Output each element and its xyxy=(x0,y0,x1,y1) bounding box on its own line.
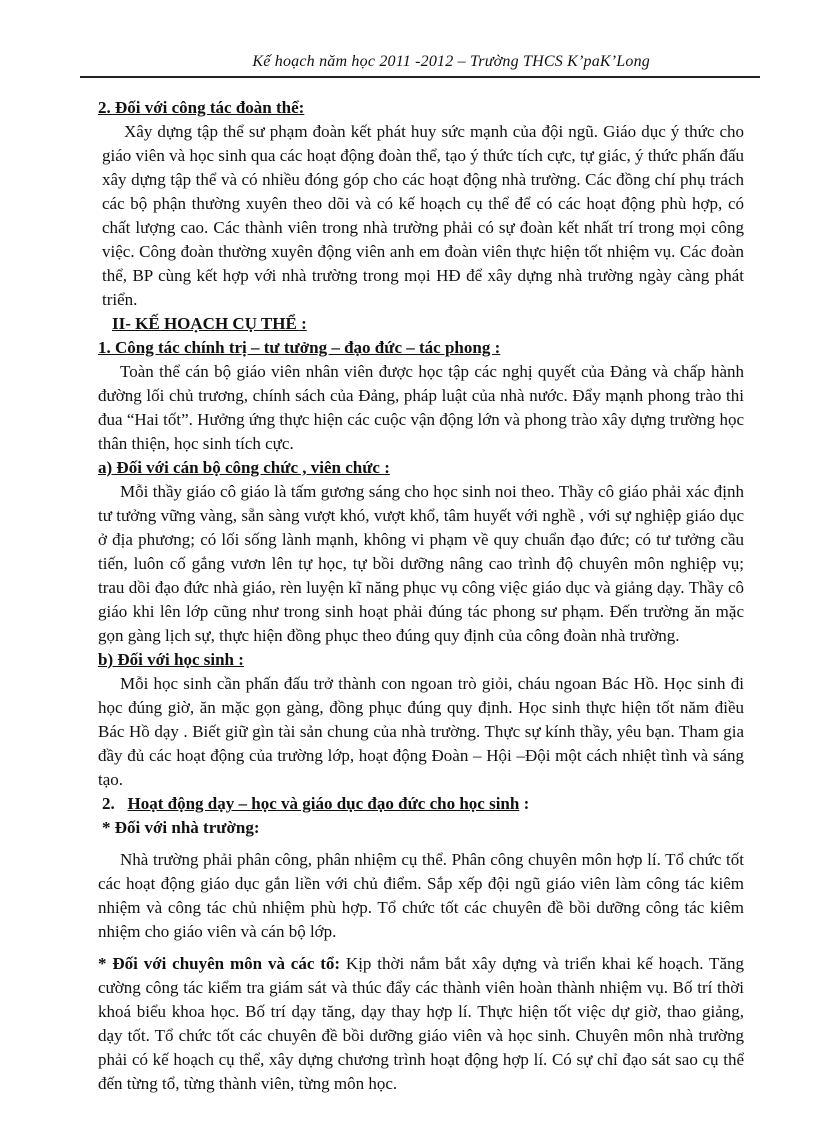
page-header: Kế hoạch năm học 2011 -2012 – Trường THCS K’paK’Long xyxy=(252,53,650,70)
paragraph-staff: Mỗi thầy giáo cô giáo là tấm gương sáng cho học sinh noi theo. Thầy cô giáo phải xác định tư tưởng vững vàng, sẵn sàng vượt khó, vượt khổ, tâm huyết với nghề , với sự nghiệp giáo dục ở địa phương; có lối sống lành mạnh, không vi phạm về quy chuẩn đạo đức; có tư tưởng cầu tiến, luôn cố gắng vươn lên tự học, tự bồi dưỡng nâng cao trình độ chuyên môn nghiệp vụ; trau dồi đạo đức nhà giáo, rèn luyện kĩ năng phục vụ công việc giáo dục và giảng dạy. Thầy cô giáo khi lên lớp cũng như trong sinh hoạt phải đúng tác phong sư phạm. Đến trường ăn mặc gọn gàng lịch sự, thực hiện đồng phục theo đúng quy định của công đoàn nhà trường. xyxy=(98,482,744,645)
subsection-heading-staff: a) Đối với cán bộ công chức , viên chức : xyxy=(98,458,390,477)
paragraph-students: Mỗi học sinh cần phấn đấu trở thành con ngoan trò giỏi, cháu ngoan Bác Hồ. Học sinh đi học đúng giờ, ăn mặc gọn gàng, đồng phục đúng quy định. Học sinh thực hiện tốt năm điều Bác Hồ dạy . Biết giữ gìn tài sản chung của nhà trường. Thực sự kính thầy, yêu bạn. Tham gia đầy đủ các hoạt động của trường lớp, hoạt động Đoàn – Hội –Đội một cách nhiệt tình và sáng tạo. xyxy=(98,674,744,789)
subsection-heading-school: * Đối với nhà trường: xyxy=(102,818,260,837)
page-content xyxy=(98,96,744,1096)
section-colon: : xyxy=(519,794,530,813)
paragraph-school: Nhà trường phải phân công, phân nhiệm cụ thể. Phân công chuyên môn hợp lí. Tổ chức tốt các hoạt động giáo dục gắn liền với chủ điểm. Sắp xếp đội ngũ giáo viên làm công tác kiêm nhiệm và công tác chủ nhiệm phù hợp. Tổ chức tốt các chuyên đề bồi dưỡng công tác kiêm nhiệm cho giáo viên và cán bộ lớp. xyxy=(98,850,744,941)
header-divider xyxy=(80,76,760,78)
part-heading-detailed-plan: II- KẾ HOẠCH CỤ THỂ : xyxy=(112,314,307,333)
paragraph-union-work: Xây dựng tập thể sư phạm đoàn kết phát huy sức mạnh của đội ngũ. Giáo dục ý thức cho giáo viên và học sinh qua các hoạt động đoàn thể, tạo ý thức tích cực, tự giác, ý thức phấn đấu xây dựng tập thể và có nhiều đóng góp cho các hoạt động nhà trường. Các đồng chí phụ trách các bộ phận thường xuyên theo dõi và có kế hoạch cụ thể để có các hoạt động phù hợp, có chất lượng cao. Các thành viên trong nhà trường phải có sự đoàn kết nhất trí trong mọi công việc. Công đoàn thường xuyên động viên anh em đoàn viên thực hiện tốt nhiệm vụ. Các đoàn thể, BP cùng kết hợp với nhà trường trong mọi HĐ để xây dựng nhà trường ngày càng phát triển. xyxy=(102,122,744,309)
subsection-heading-students: b) Đối với học sinh : xyxy=(98,650,244,669)
section-title-teaching: Hoạt động dạy – học và giáo dục đạo đức cho học sinh xyxy=(127,794,520,813)
paragraph-professional xyxy=(98,952,744,1096)
section-heading-political-work: 1. Công tác chính trị – tư tưởng – đạo đức – tác phong : xyxy=(98,338,501,357)
section-number: 2. xyxy=(102,794,115,813)
professional-body: Kịp thời nắm bắt xây dựng và triển khai kế hoạch. Tăng cường công tác kiểm tra giám sát và thúc đẩy các thành viên hoàn thành nhiệm vụ. Bố trí thời khoá biểu khoa học. Bố trí dạy tăng, dạy thay hợp lí. Thực hiện tốt việc dự giờ, thao giảng, dạy tốt. Tổ chức tốt các chuyên đề bồi dưỡng giáo viên và học sinh. Chuyên môn nhà trường phải có kế hoạch cụ thể, xây dựng chương trình hoạt động hợp lí. Có sự chỉ đạo sát sao cụ thể đến từng tổ, từng thành viên, từng môn học. xyxy=(98,954,744,1093)
paragraph-political-work: Toàn thể cán bộ giáo viên nhân viên được học tập các nghị quyết của Đảng và chấp hành đường lối chủ trương, chính sách của Đảng, pháp luật của nhà nước. Đẩy mạnh phong trào thi đua “Hai tốt”. Hưởng ứng thực hiện các cuộc vận động lớn và phong trào xây dựng trường học thân thiện, học sinh tích cực. xyxy=(98,362,744,453)
section-heading-union-work: 2. Đối với công tác đoàn thể: xyxy=(98,98,305,117)
section-heading-teaching xyxy=(98,792,744,816)
professional-lead: * Đối với chuyên môn và các tổ: xyxy=(98,954,341,973)
